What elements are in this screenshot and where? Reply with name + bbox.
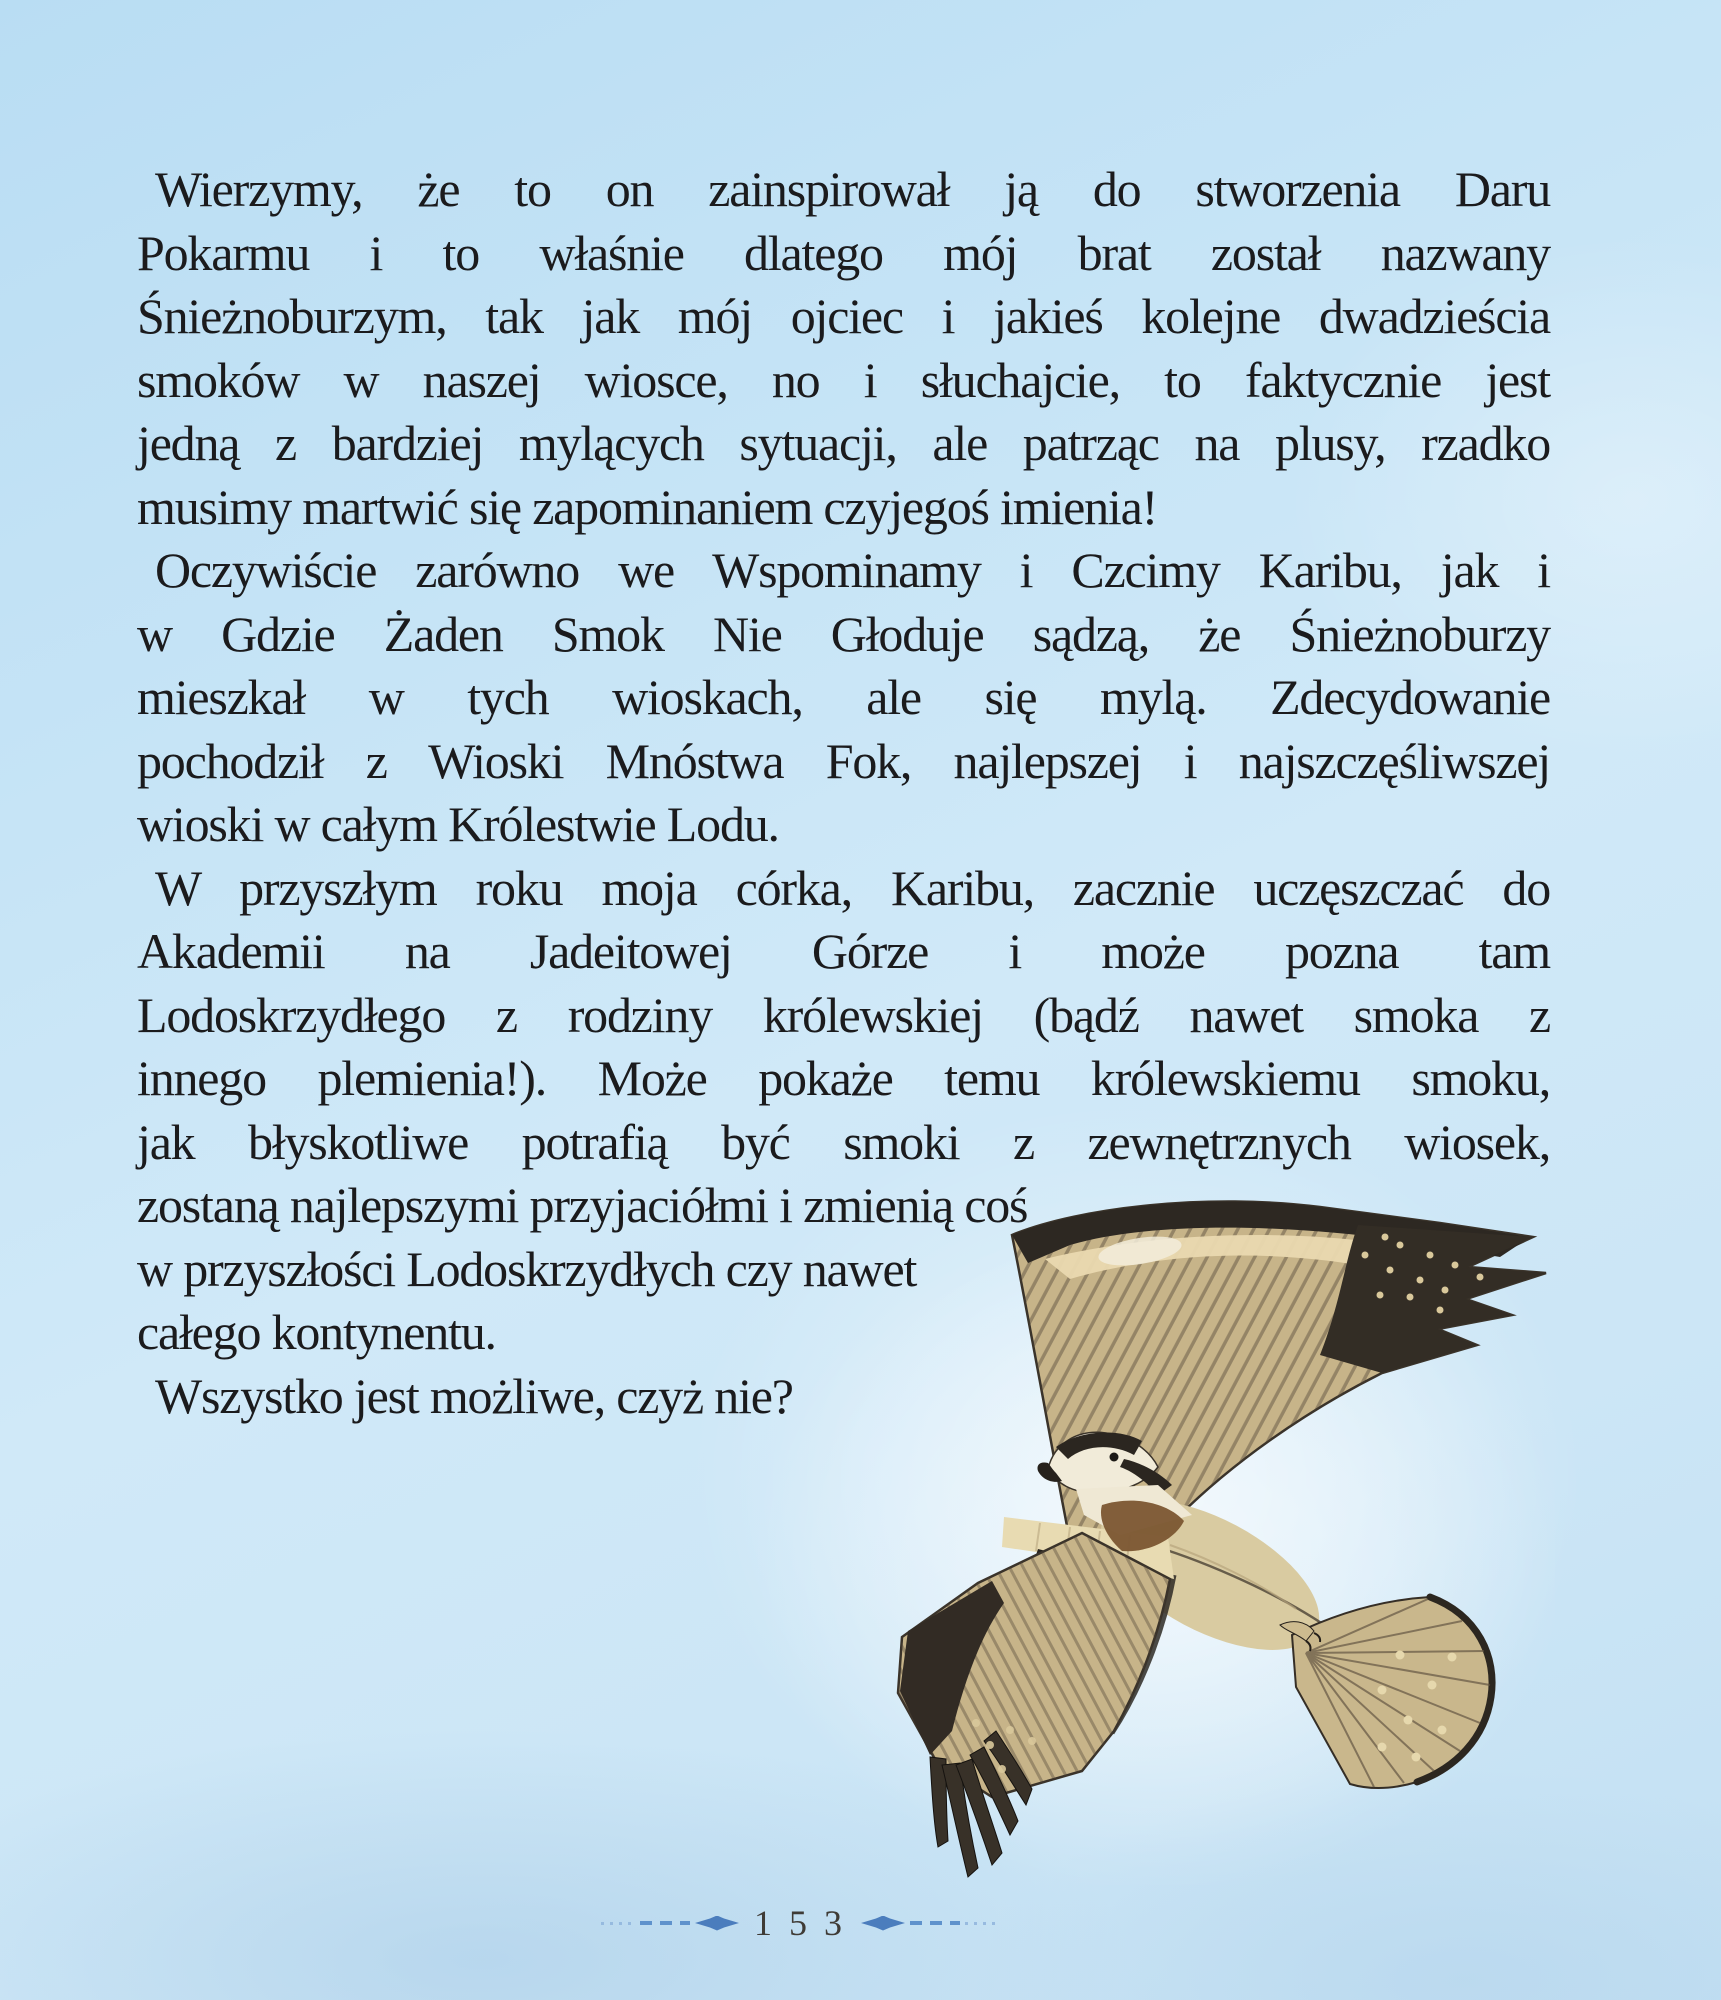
footer-dashed-line-right xyxy=(910,1921,960,1925)
page-number: 1 5 3 xyxy=(754,1903,846,1943)
text-line: Pokarmu i to właśnie dlatego mój brat został nazwany xyxy=(137,224,1550,281)
text-line: jak błyskotliwe potrafią być smoki z zewnętrznych wiosek, xyxy=(137,1113,1550,1170)
text-line: smoków w naszej wiosce, no i słuchajcie, to faktycznie jest xyxy=(137,351,1550,408)
footer-arrow-diamond-left-icon xyxy=(695,1916,739,1931)
text-line: Śnieżnoburzym, tak jak mój ojciec i jakieś kolejne dwadzieścia xyxy=(137,288,1550,344)
text-line: W przyszłym roku moja córka, Karibu, zacznie uczęszczać do xyxy=(155,859,1550,916)
footer-dotted-line-right xyxy=(965,1922,999,1925)
text-line: musimy martwić się zapominaniem czyjegoś imienia! xyxy=(137,478,1158,535)
text-line: Lodoskrzydłego z rodziny królewskiej (bądź nawet smoka z xyxy=(137,986,1550,1043)
footer xyxy=(0,1905,1600,1941)
osprey-icon xyxy=(740,1185,1555,1885)
text-line: w Gdzie Żaden Smok Nie Głoduje sądzą, że Śnieżnoburzy xyxy=(137,605,1550,662)
text-line: wioski w całym Królestwie Lodu. xyxy=(137,796,779,852)
footer-dotted-line-left xyxy=(601,1922,635,1925)
text-line: pochodził z Wioski Mnóstwa Fok, najlepszej i najszczęśliwszej xyxy=(137,732,1550,789)
footer-dashed-line-left xyxy=(640,1921,690,1925)
text-line: Akademii na Jadeitowej Górze i może pozna tam xyxy=(137,923,1550,979)
text-line: innego plemienia!). Może pokaże temu królewskiemu smoku, xyxy=(137,1050,1550,1106)
text-line: Oczywiście zarówno we Wspominamy i Czcimy Karibu, jak i xyxy=(155,542,1550,598)
text-line: zostaną najlepszymi przyjaciółmi i zmienią coś xyxy=(137,1177,1028,1233)
text-line: w przyszłości Lodoskrzydłych czy nawet xyxy=(137,1240,917,1297)
text-line: Wszystko jest możliwe, czyż nie? xyxy=(155,1367,793,1424)
text-line: mieszkał w tych wioskach, ale się mylą. Zdecydowanie xyxy=(137,669,1550,725)
text-line: całego kontynentu. xyxy=(137,1304,496,1360)
osprey-illustration xyxy=(740,1185,1555,1885)
text-line: jedną z bardziej mylących sytuacji, ale patrząc na plusy, rzadko xyxy=(137,415,1550,471)
text-line: Wierzymy, że to on zainspirował ją do stworzenia Daru xyxy=(155,161,1550,217)
footer-arrow-diamond-right-icon xyxy=(861,1916,905,1931)
